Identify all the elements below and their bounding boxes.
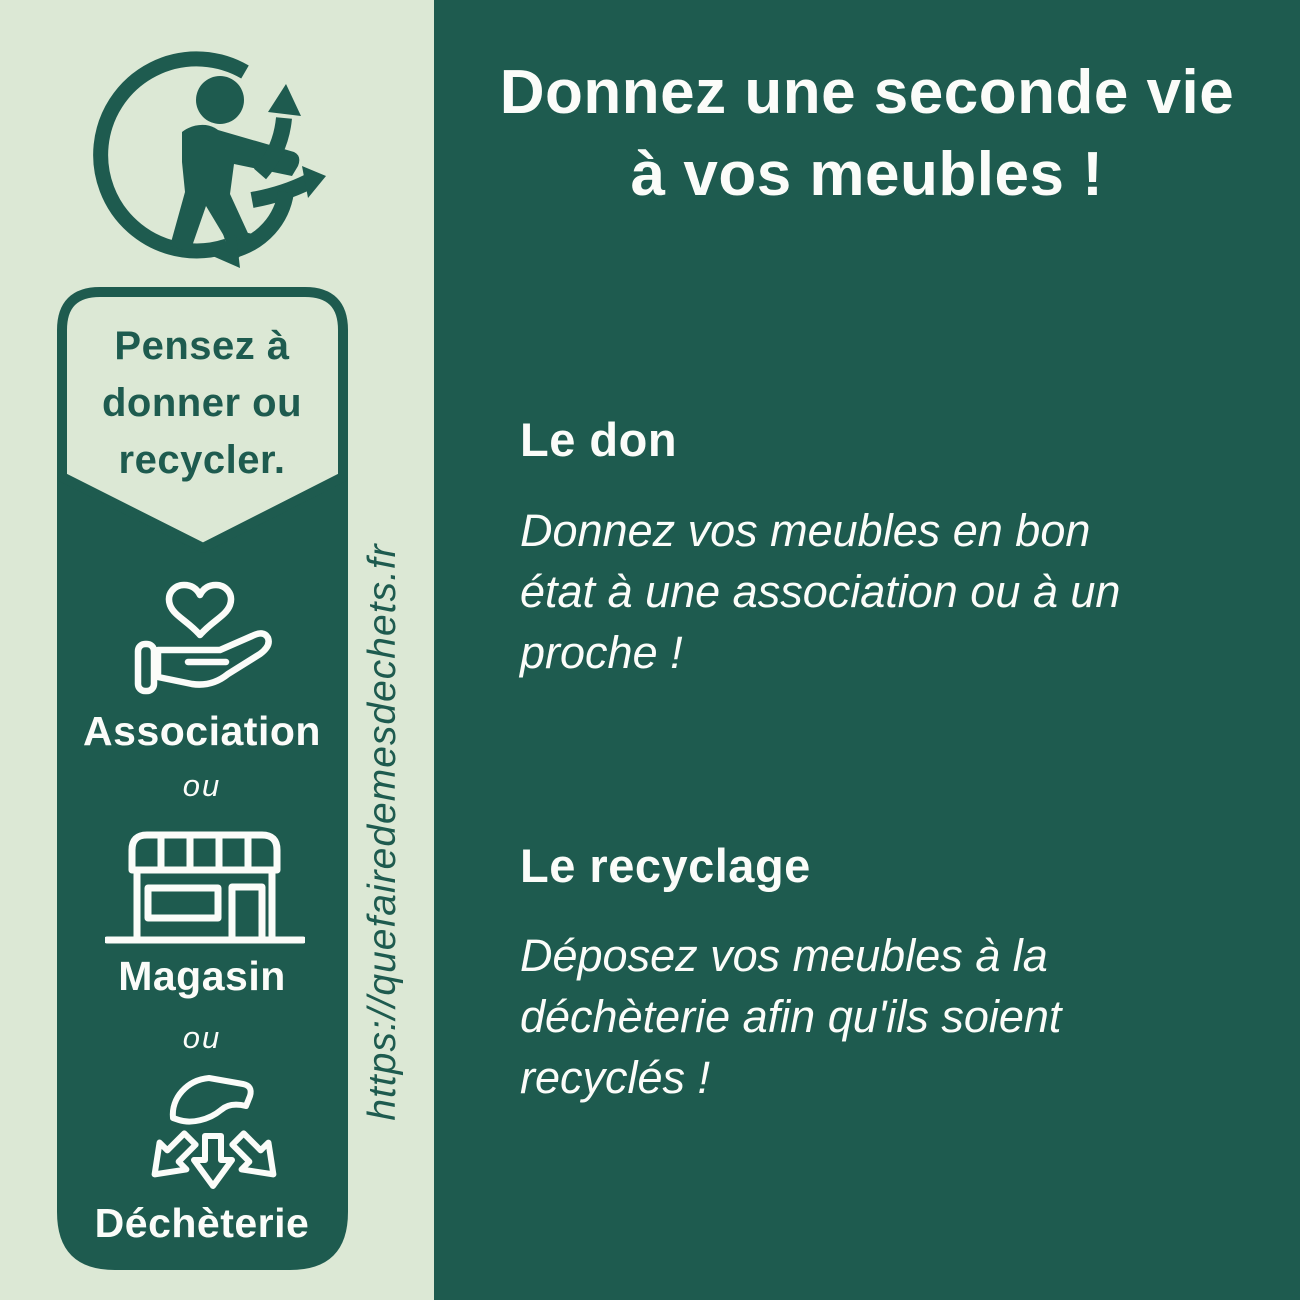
don-body-line-3: proche ! — [520, 627, 683, 678]
option-label-association: Association — [83, 708, 321, 754]
website-url[interactable]: https://quefairedemesdechets.fr — [361, 543, 404, 1121]
recyclage-body-line-1: Déposez vos meubles à la — [520, 930, 1048, 981]
section-heading-don: Le don — [520, 413, 678, 466]
storefront-icon — [105, 830, 305, 950]
option-label-magasin: Magasin — [118, 953, 286, 999]
section-body-don — [520, 500, 1120, 683]
hand-sorting-waste-icon — [135, 1068, 305, 1203]
banner-text: Pensez à donner ou recycler. — [101, 324, 303, 482]
recyclage-body-line-2: déchèterie afin qu'ils soient — [520, 991, 1062, 1042]
heart-in-hand-icon — [128, 566, 278, 706]
recyclage-body-line-3: recyclés ! — [520, 1052, 711, 1103]
don-body-line-2: état à une association ou à un — [520, 566, 1121, 617]
separator-ou-2: ou — [182, 1020, 222, 1055]
left-panel — [0, 0, 434, 1300]
right-panel — [434, 0, 1300, 1300]
option-label-decheterie: Déchèterie — [94, 1200, 310, 1246]
section-heading-recyclage: Le recyclage — [520, 839, 811, 892]
page-title — [434, 52, 1300, 216]
don-body-line-1: Donnez vos meubles en bon — [520, 505, 1091, 556]
title-line-2: à vos meubles ! — [630, 140, 1104, 209]
title-line-1: Donnez une seconde vie — [499, 58, 1235, 127]
separator-ou-1: ou — [182, 768, 222, 803]
section-body-recyclage — [520, 925, 1061, 1108]
triman-recycling-logo-icon — [90, 42, 328, 270]
